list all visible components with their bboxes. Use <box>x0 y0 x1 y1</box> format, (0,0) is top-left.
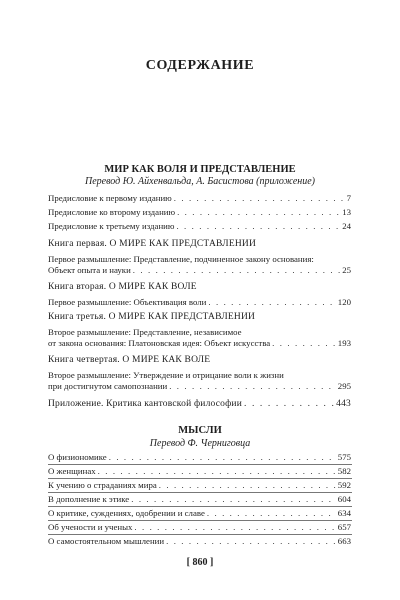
toc-entry-book1 <box>48 265 351 276</box>
book4-title: Книга четвертая. О МИРЕ КАК ВОЛЕ <box>48 355 211 365</box>
entry-label: В дополнение к этике <box>48 494 130 504</box>
toc-entry-thought-5 <box>48 508 351 519</box>
row-divider <box>48 534 352 535</box>
book4-line1: Второе размышление: Утверждение и отрицание воли к жизни <box>48 370 284 380</box>
entry-label: О женщинах <box>48 466 96 476</box>
toc-entry-book2 <box>48 297 351 308</box>
toc-entry-thought-2 <box>48 466 351 477</box>
leader-dots <box>109 452 336 463</box>
entry-page: 120 <box>337 297 351 307</box>
toc-entry-preface-1 <box>48 193 351 204</box>
leader-dots <box>98 466 336 477</box>
leader-dots <box>272 338 336 349</box>
entry-label: Приложение. Критика кантовской философии <box>48 399 243 409</box>
section1-subtitle-note: (приложение) <box>256 176 316 187</box>
entry-page: 592 <box>337 480 351 490</box>
row-divider <box>48 478 352 479</box>
leader-dots <box>177 207 340 218</box>
entry-page: 25 <box>342 265 351 275</box>
entry-label: О физиономике <box>48 452 107 462</box>
toc-entry-appendix <box>48 399 351 410</box>
leader-dots <box>166 536 336 547</box>
entry-label: Первое размышление: Объективация воли <box>48 297 207 307</box>
leader-dots <box>159 480 336 491</box>
entry-label: Предисловие ко второму изданию <box>48 207 176 217</box>
entry-page: 663 <box>337 536 351 546</box>
entry-label: О самостоятельном мышлении <box>48 536 165 546</box>
entry-page: 13 <box>342 207 351 217</box>
leader-dots <box>169 381 336 392</box>
toc-entry-preface-3 <box>48 221 351 232</box>
book1-line1: Первое размышление: Представление, подчиненное закону основания: <box>48 254 314 264</box>
toc-entry-thought-1 <box>48 452 351 463</box>
toc-entry-book3 <box>48 338 351 349</box>
toc-entry-book4 <box>48 381 351 392</box>
leader-dots <box>131 494 336 505</box>
entry-page: 24 <box>342 221 351 231</box>
entry-page: 634 <box>337 508 351 518</box>
toc-entry-preface-2 <box>48 207 351 218</box>
row-divider <box>48 506 352 507</box>
entry-label: Об учености и ученых <box>48 522 133 532</box>
entry-page: 193 <box>337 338 351 348</box>
toc-entry-thought-7 <box>48 536 351 547</box>
section2-subtitle: Перевод Ф. Черниговца <box>149 438 251 449</box>
section1-title: МИР КАК ВОЛЯ И ПРЕДСТАВЛЕНИЕ <box>104 164 296 175</box>
section1-translators: Перевод Ю. Айхенвальда, А. Басистова <box>84 176 254 187</box>
entry-page: 7 <box>346 193 351 203</box>
toc-entry-thought-3 <box>48 480 351 491</box>
leader-dots <box>208 297 335 308</box>
book3-title: Книга третья. О МИРЕ КАК ПРЕДСТАВЛЕНИИ <box>48 312 256 322</box>
row-divider <box>48 464 352 465</box>
book1-title: Книга первая. О МИРЕ КАК ПРЕДСТАВЛЕНИИ <box>48 239 257 249</box>
toc-entry-thought-6 <box>48 522 351 533</box>
toc-entry-thought-4 <box>48 494 351 505</box>
entry-label: Предисловие к третьему изданию <box>48 221 175 231</box>
leader-dots <box>174 193 345 204</box>
entry-label: К учению о страданиях мира <box>48 480 157 490</box>
entry-page: 443 <box>336 399 351 409</box>
entry-page: 582 <box>337 466 351 476</box>
page-title: СОДЕРЖАНИЕ <box>145 58 255 73</box>
entry-label: при достигнутом самопознании <box>48 381 168 391</box>
book3-line1: Второе размышление: Представление, независимое <box>48 327 242 337</box>
leader-dots <box>207 508 336 519</box>
entry-page: 604 <box>337 494 351 504</box>
entry-page: 657 <box>337 522 351 532</box>
leader-dots <box>134 522 335 533</box>
section2-title: МЫСЛИ <box>178 425 222 436</box>
row-divider <box>48 492 352 493</box>
entry-label: от закона основания: Платоновская идея: Объект искусства <box>48 338 271 348</box>
leader-dots <box>176 221 340 232</box>
entry-label: Объект опыта и науки <box>48 265 131 275</box>
entry-page: 575 <box>337 452 351 462</box>
leader-dots <box>244 399 334 410</box>
entry-label: Предисловие к первому изданию <box>48 193 172 203</box>
book2-title: Книга вторая. О МИРЕ КАК ВОЛЕ <box>48 282 197 292</box>
entry-page: 295 <box>337 381 351 391</box>
section1-subtitle <box>0 176 400 187</box>
leader-dots <box>133 265 340 276</box>
page-number: [ 860 ] <box>186 557 214 568</box>
entry-label: О критике, суждениях, одобрении и славе <box>48 508 205 518</box>
row-divider <box>48 520 352 521</box>
